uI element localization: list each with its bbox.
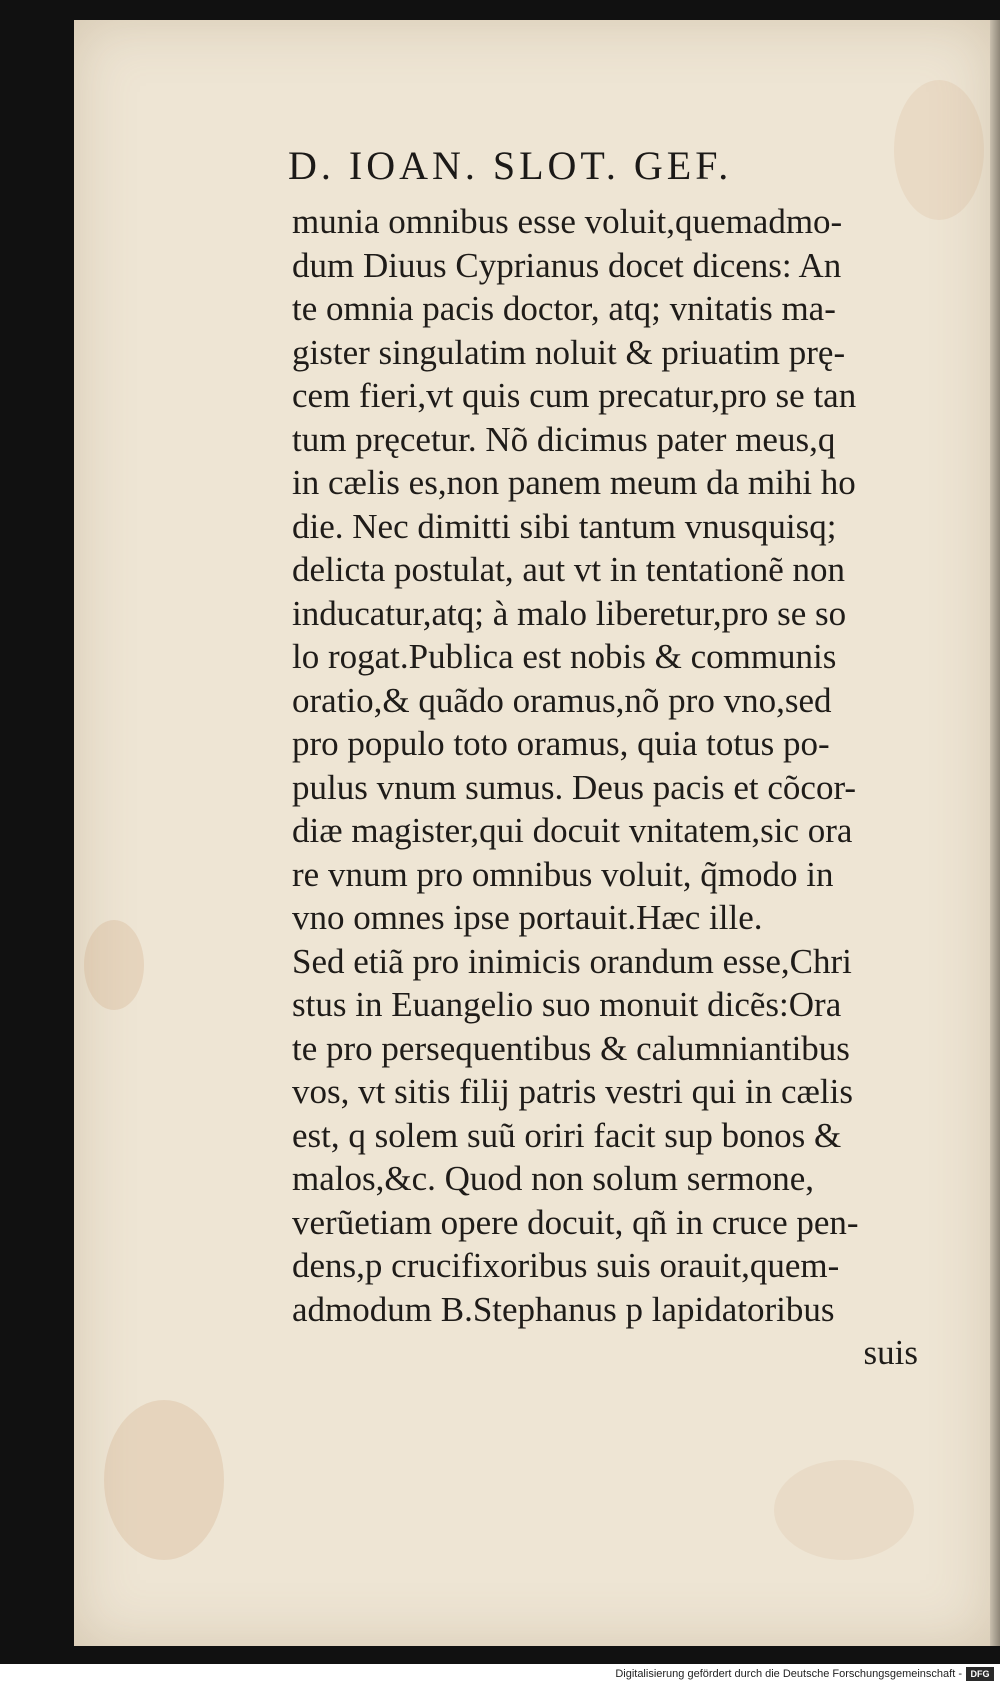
text-line: tum pręcetur. Nõ dicimus pater meus,q <box>292 419 836 459</box>
foxing-stain <box>84 920 144 1010</box>
text-line: dens,p crucifixoribus suis orauit,quem- <box>292 1246 840 1285</box>
text-line: in cælis es,non panem meum da mihi ho <box>292 463 856 502</box>
text-line: te pro persequentibus & calumniantibus <box>292 1028 850 1068</box>
text-line: admodum B.Stephanus p lapidatoribus <box>292 1289 835 1329</box>
foxing-stain <box>774 1460 914 1560</box>
text-line: pro populo toto oramus, quia totus po- <box>292 724 830 763</box>
catchword: suis <box>863 1333 918 1372</box>
text-line: munia omnibus esse voluit,quemadmo- <box>292 202 843 241</box>
text-line: cem fieri,vt quis cum precatur,pro se tan <box>292 376 857 415</box>
digitization-credit: Digitalisierung gefördert durch die Deutsche Forschungsgemeinschaft - <box>615 1668 962 1680</box>
text-line: inducatur,atq; à malo liberetur,pro se so <box>292 593 847 633</box>
text-line: est, q solem suũ oriri facit sup bonos & <box>292 1115 842 1155</box>
text-line: malos,&c. Quod non solum sermone, <box>292 1159 815 1198</box>
foxing-stain <box>894 80 984 220</box>
text-line: dum Diuus Cyprianus docet dicens: An <box>292 245 842 285</box>
text-line: delicta postulat, aut vt in tentationẽ non <box>292 550 846 589</box>
footer-strip <box>0 1664 1000 1694</box>
text-line: stus in Euangelio suo monuit dicẽs:Ora <box>292 985 842 1024</box>
text-line: lo rogat.Publica est nobis & communis <box>292 637 837 676</box>
body-text <box>292 200 932 1375</box>
running-head: D. IOAN. SLOT. GEF. <box>288 143 733 188</box>
text-line: re vnum pro omnibus voluit, q̃modo in <box>292 854 834 894</box>
text-line: vno omnes ipse portauit.Hæc ille. <box>292 898 763 937</box>
text-line: pulus vnum sumus. Deus pacis et cõcor- <box>292 767 857 807</box>
foxing-stain <box>104 1400 224 1560</box>
text-line: vos, vt sitis filij patris vestri qui in cælis <box>292 1072 853 1111</box>
text-line: oratio,& quãdo oramus,nõ pro vno,sed <box>292 680 832 720</box>
text-line: gister singulatim noluit & priuatim prę- <box>292 332 846 372</box>
text-line: Sed etiã pro inimicis orandum esse,Chri <box>292 941 852 981</box>
text-line: verũetiam opere docuit, qñ in cruce pen- <box>292 1202 859 1242</box>
dfg-logo: DFG <box>966 1667 994 1681</box>
text-line: die. Nec dimitti sibi tantum vnusquisq; <box>292 506 837 546</box>
text-line: te omnia pacis doctor, atq; vnitatis ma- <box>292 289 836 328</box>
page-edge <box>990 20 1000 1646</box>
text-line: diæ magister,qui docuit vnitatem,sic ora <box>292 811 853 850</box>
